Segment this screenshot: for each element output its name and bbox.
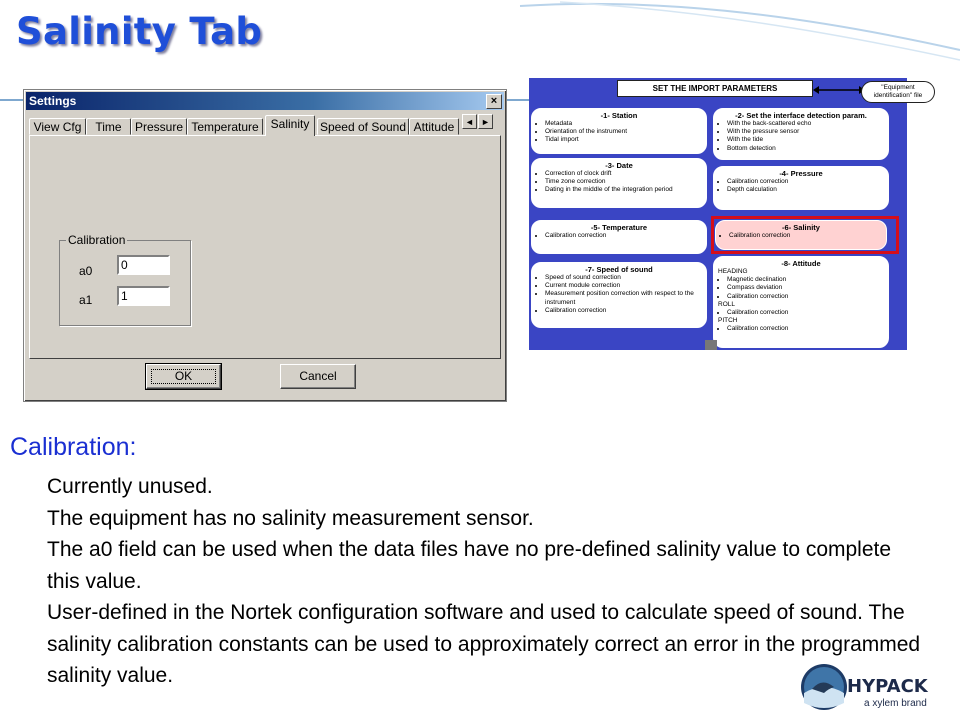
flow-connector [705, 340, 717, 350]
ok-button-label: OK [174, 369, 193, 383]
flow-item: • Bottom detection [727, 145, 884, 153]
flow-item: • Calibration correction [727, 178, 884, 186]
flow-section-label: PITCH [718, 317, 738, 325]
flow-box-date [531, 158, 707, 208]
slide-title: Salinity Tab [16, 10, 263, 53]
tab-scroll-right-icon[interactable]: ► [478, 114, 493, 129]
tab-scroll-left-icon[interactable]: ◄ [462, 114, 477, 129]
flowchart-header: SET THE IMPORT PARAMETERS [617, 80, 813, 97]
flow-box-title: -6- Salinity [782, 223, 820, 232]
salinity-tab-panel [29, 135, 501, 359]
flow-item: • With the tide [727, 136, 884, 144]
dialog-titlebar[interactable] [26, 92, 504, 110]
flow-box-interface-detection [713, 108, 889, 160]
tab-pressure[interactable]: Pressure [131, 118, 187, 135]
flow-item: • Calibration correction [727, 293, 884, 301]
cancel-button-label: Cancel [299, 369, 337, 383]
logo-emblem-icon [800, 663, 848, 711]
flow-box-title: -3- Date [605, 161, 633, 170]
a0-field[interactable] [117, 255, 170, 275]
flow-item: • Tidal import [545, 136, 702, 144]
paragraph: The a0 field can be used when the data files have no pre-defined salinity value to complete this value. [47, 538, 897, 593]
paragraph: Currently unused. [47, 475, 213, 498]
flow-box-title: -2- Set the interface detection param. [735, 111, 867, 120]
flow-section-label: HEADING [718, 268, 748, 275]
flow-item: • Calibration correction [545, 307, 702, 315]
flow-box-attitude [713, 256, 889, 348]
salinity-highlight-frame [711, 216, 899, 254]
flow-item: • Dating in the middle of the integration period [545, 186, 702, 194]
flow-item: • Calibration correction [729, 232, 882, 240]
flow-box-temperature [531, 220, 707, 254]
flow-box-title: -4- Pressure [779, 169, 823, 178]
section-heading: Calibration: [10, 433, 137, 461]
hypack-logo [800, 660, 960, 720]
logo-tagline: a xylem brand [864, 698, 927, 709]
flow-box-speed-of-sound [531, 262, 707, 328]
flow-item: • Compass deviation [727, 284, 884, 292]
paragraph: User-defined in the Nortek configuration software and used to calculate speed of sound. The salinity calibration constants can be used to approximately correct an error in the programmed salinity value. [47, 601, 926, 687]
flow-box-title: -1- Station [600, 111, 638, 120]
flow-box-title: -7- Speed of sound [585, 265, 653, 274]
flow-item: • Time zone correction [545, 178, 702, 186]
flow-item: • Depth calculation [727, 186, 884, 194]
tab-temperature[interactable]: Temperature [187, 118, 263, 135]
flow-item: • Calibration correction [545, 232, 702, 240]
flow-item: • Calibration correction [727, 309, 884, 317]
a0-label: a0 [79, 264, 93, 278]
close-icon[interactable]: × [486, 94, 502, 109]
calibration-group-label: Calibration [68, 233, 126, 247]
body-text [47, 471, 927, 692]
flow-item: • Calibration correction [727, 325, 884, 333]
logo-brand: HYPACK [847, 676, 928, 697]
ok-button[interactable] [146, 364, 221, 389]
settings-dialog [23, 89, 507, 402]
flow-item: • Magnetic declination [727, 276, 884, 284]
equipment-note [861, 81, 935, 103]
focus-rect [151, 369, 216, 384]
tab-time[interactable]: Time [86, 118, 131, 135]
tab-strip [29, 115, 489, 135]
equipment-note-line2: identification" file [873, 92, 923, 99]
a1-label: a1 [79, 293, 93, 307]
equipment-note-line1: "Equipment [881, 84, 915, 91]
flow-box-title: -5- Temperature [590, 223, 648, 232]
flow-section-label: ROLL [718, 300, 735, 308]
tab-view-cfg[interactable]: View Cfg [29, 118, 86, 135]
cancel-button[interactable] [280, 364, 356, 389]
flow-item: • Speed of sound correction [545, 274, 702, 282]
flow-item: • Measurement position correction with respect to the instrument [545, 290, 702, 306]
tab-salinity[interactable]: Salinity [265, 115, 315, 136]
flow-box-pressure [713, 166, 889, 210]
tab-speed-of-sound[interactable]: Speed of Sound [317, 118, 409, 135]
flow-item: • Metadata [545, 120, 702, 128]
paragraph: The equipment has no salinity measurement sensor. [47, 506, 534, 530]
flow-item: • Current module correction [545, 282, 702, 290]
double-arrow-icon [813, 84, 865, 96]
flow-item: • Correction of clock drift [545, 170, 702, 178]
flow-box-title: -8- Attitude [781, 259, 821, 268]
flow-item: • With the pressure sensor [727, 128, 884, 136]
dialog-title: Settings [29, 94, 77, 108]
import-parameters-flowchart [529, 78, 923, 350]
flow-item: • With the back-scattered echo [727, 120, 884, 128]
tab-attitude[interactable]: Attitude [409, 118, 459, 135]
calibration-groupbox [59, 233, 191, 326]
flow-box-station [531, 108, 707, 154]
flow-item: • Orientation of the instrument [545, 128, 702, 136]
a1-field[interactable] [117, 286, 170, 306]
